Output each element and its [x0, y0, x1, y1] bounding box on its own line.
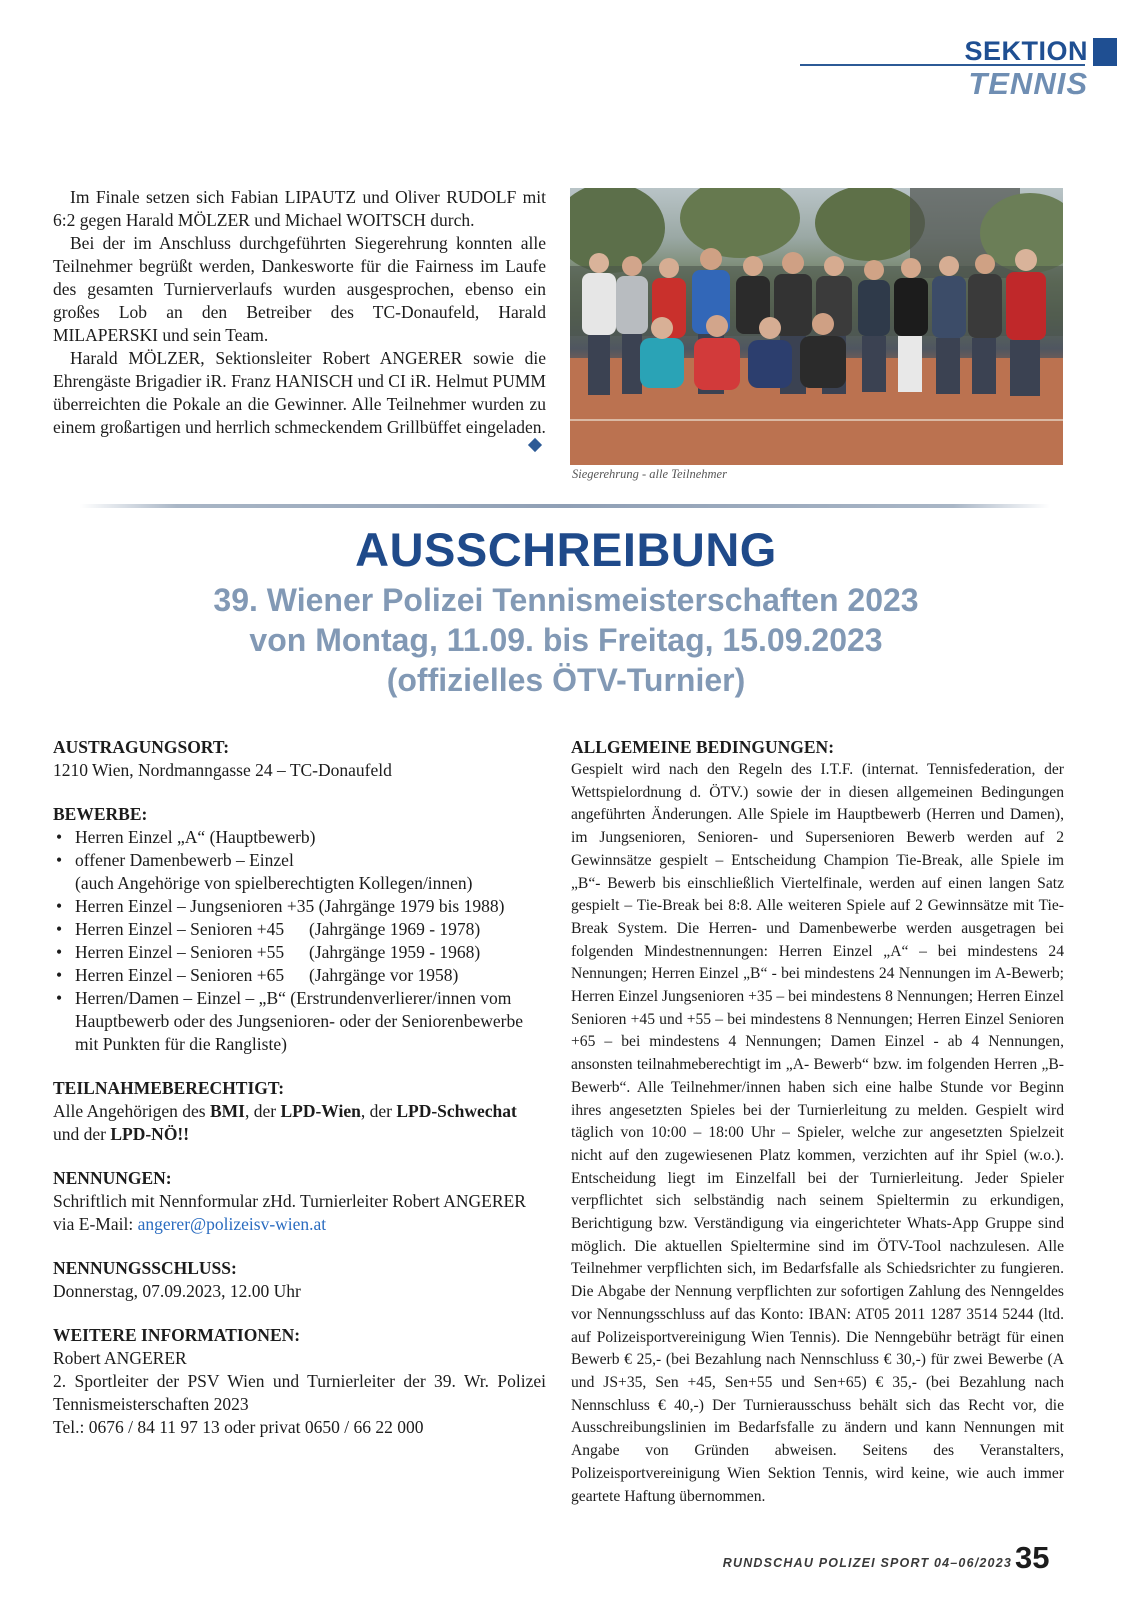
conditions-heading: ALLGEMEINE BEDINGUNGEN: [571, 737, 835, 757]
photo-illustration [570, 188, 1063, 465]
section-title: TENNIS [968, 66, 1088, 101]
page-number: 35 [1015, 1540, 1050, 1575]
header-block [1093, 38, 1117, 66]
events-section [53, 803, 546, 1056]
registration-email-line: via E-Mail: angerer@polizeisv-wien.at [53, 1214, 327, 1234]
contact-role: 2. Sportleiter der PSV Wien und Turnierleiter der 39. Wr. Polizei Tennismeisterschaften 2023 [53, 1371, 546, 1414]
section-divider [80, 504, 1050, 508]
end-mark-icon [528, 438, 542, 452]
intro-paragraph: Bei der im Anschluss durchgeführten Siegerehrung konnten alle Teilnehmer begrüßt werden, Dankesworte für die Fairness im Laufe des gesamten Turnierverlaufs wurden ausgesprochen, ebenso ein großes Lob an den Betreiber des TC-Donaufeld, Harald MILAPERSKI und sein Team. [53, 233, 546, 345]
announcement-title: AUSSCHREIBUNG [355, 523, 777, 576]
deadline-text: Donnerstag, 07.09.2023, 12.00 Uhr [53, 1281, 301, 1301]
eligibility-heading: TEILNAHMEBERECHTIGT: [53, 1078, 285, 1098]
contact-phone: Tel.: 0676 / 84 11 97 13 oder privat 0650 / 66 22 000 [53, 1417, 424, 1437]
conditions-text: Gespielt wird nach den Regeln des I.T.F. (internat. Tennisfederation, der Wettspielordnung d. ÖTV.) sowie der in diesen allgemeinen Bedingungen angeführten Änderungen. Alle Spiele im Hauptbewerb (Herren und Damen), im Jungsenioren, Senioren- und Supersenioren Bewerb werden auf 2 Gewinnsätze gespielt – Entscheidung Champion Tie-Break, alle Spiele im „B“- Bewerb bis einschließlich Viertelfinale, werden auf einen langen Satz gespielt – Tie-Break bei 8:8. Alle weiteren Spiele auf 2 Gewinnsätze mit Tie-Break System. Die Herren- und Damenbewerbe werden ausgetragen bei folgenden Mindestnennungen: Herren Einzel „A“ – bei mindestens 24 Nennungen; Herren Einzel „B“ - bei mindestens 24 Nennungen im A-Bewerb; Herren Einzel Jungsenioren +35 – bei mindestens 8 Nennungen; Herren Einzel Senioren +45 und +55 – bei mindestens 8 Nennungen; Herren Einzel Senioren +65 – bei mindestens 4 Nennungen; Damen Einzel - ab 4 Nennungen, ansonsten teilnahmeberechtigt im „A- Bewerb“ bzw. im folgenden Herren „B-Bewerb“. Alle Teilnehmer/innen haben sich eine halbe Stunde vor Beginn ihres angesetzten Spieles bei der Turnierleitung zu melden. Gespielt wird täglich von 10:00 – 18:00 Uhr – Spieler, welche zur angesetzten Spielzeit nicht auf den zugewiesenen Platz kommen, verzichten auf ihr Spiel (w.o.). Entscheidung liegt im Einzelfall bei der Turnierleitung. Jeder Spieler verpflichtet sich selbständig nach seinem Spieltermin zu erkundigen, Berichtigung bzw. Verständigung via eingerichteter Whats-App Gruppe sind möglich. Die aktuellen Spieltermine sind im ÖTV-Tool nachzulesen. Alle Teilnehmer verpflichten sich, im Bedarfsfalle als Schiedsrichter zu fungieren. Die Abgabe der Nennung verpflichten zur sofortigen Zahlung des Nenngeldes vor Nennungsschluss auf das Konto: IBAN: AT05 2011 1287 3514 5244 (ltd. auf Polizeisportvereinigung Wien Tennis). Die Nenngebühr beträgt für einen Bewerb € 25,- (bei Bezahlung nach Nennschluss € 30,-) für zwei Bewerbe (A und JS+35, Sen +45, Sen+55 und Sen+65) € 35,- (bei Bezahlung nach Nennschluss € 40,-) Der Turnierausschuss behält sich das Recht vor, die Ausschreibungslinien im Bedarfsfalle zu ändern und kann Nennungen mit Angabe von Gründen abweisen. Seitens des Veranstalters, Polizeisportvereinigung Wien Sektion Tennis, wird keine, wie auch immer geartete Haftung übernommen. [571, 761, 1064, 1505]
list-item: • Herren Einzel – Senioren +45 (Jahrgänge 1969 - 1978) [56, 919, 481, 939]
photo-caption: Siegerehrung - alle Teilnehmer [572, 467, 727, 481]
eligibility-text: Alle Angehörigen des BMI, der LPD-Wien, der LPD-Schwechat und der LPD-NÖ!! [53, 1101, 517, 1144]
contact-name: Robert ANGERER [53, 1348, 187, 1368]
venue-heading: AUSTRAGUNGSORT: [53, 737, 230, 757]
list-item: • Herren/Damen – Einzel – „B“ (Erstrundenverlierer/innen vom Hauptbewerb oder des Jungsenioren- oder der Seniorenbewerbe mit Punkten für die Rangliste) [56, 988, 524, 1054]
registration-heading: NENNUNGEN: [53, 1168, 172, 1188]
list-item: • offener Damenbewerb – Einzel [56, 850, 294, 870]
venue-section [53, 736, 546, 782]
intro-paragraph: Harald MÖLZER, Sektionsleiter Robert ANGERER sowie die Ehrengäste Brigadier iR. Franz HANISCH und CI iR. Helmut PUMM überreichten die Pokale an die Gewinner. Alle Teilnehmer wurden zu einem großartigen und herrlich schmeckendem Grillbüffet eingeladen. [53, 348, 546, 437]
right-column [571, 736, 1064, 1529]
conditions-section [571, 736, 1064, 1508]
list-item-continuation: (auch Angehörige von spielberechtigten Kollegen/innen) [75, 873, 473, 893]
announcement-dates: von Montag, 11.09. bis Freitag, 15.09.2023 [249, 622, 883, 658]
deadline-section [53, 1257, 546, 1303]
venue-text: 1210 Wien, Nordmanngasse 24 – TC-Donaufeld [53, 760, 392, 780]
announcement-subtitle: 39. Wiener Polizei Tennismeisterschaften 2023 [213, 582, 919, 618]
group-photo [570, 188, 1063, 465]
announcement-note: (offizielles ÖTV-Turnier) [386, 662, 746, 698]
info-heading: WEITERE INFORMATIONEN: [53, 1325, 301, 1345]
events-heading: BEWERBE: [53, 804, 148, 824]
deadline-heading: NENNUNGSSCHLUSS: [53, 1258, 237, 1278]
left-column [53, 736, 546, 1460]
info-section [53, 1324, 546, 1439]
list-item: • Herren Einzel – Jungsenioren +35 (Jahrgänge 1979 bis 1988) [56, 896, 505, 916]
eligibility-section [53, 1077, 546, 1146]
intro-text [53, 186, 546, 439]
intro-paragraph: Im Finale setzen sich Fabian LIPAUTZ und Oliver RUDOLF mit 6:2 gegen Harald MÖLZER und Michael WOITSCH durch. [53, 187, 546, 230]
section-label: SEKTION [964, 36, 1088, 66]
list-item: • Herren Einzel – Senioren +55 (Jahrgänge 1959 - 1968) [56, 942, 481, 962]
registration-section [53, 1167, 546, 1236]
events-list [53, 826, 546, 1056]
email-link[interactable]: angerer@polizeisv-wien.at [137, 1214, 327, 1234]
list-item: • Herren Einzel – Senioren +65 (Jahrgänge vor 1958) [56, 965, 459, 985]
magazine-name: RUNDSCHAU POLIZEI SPORT 04–06/2023 [722, 1556, 1012, 1570]
registration-text: Schriftlich mit Nennformular zHd. Turnierleiter Robert ANGERER [53, 1191, 526, 1211]
list-item: • Herren Einzel „A“ (Hauptbewerb) [56, 827, 316, 847]
